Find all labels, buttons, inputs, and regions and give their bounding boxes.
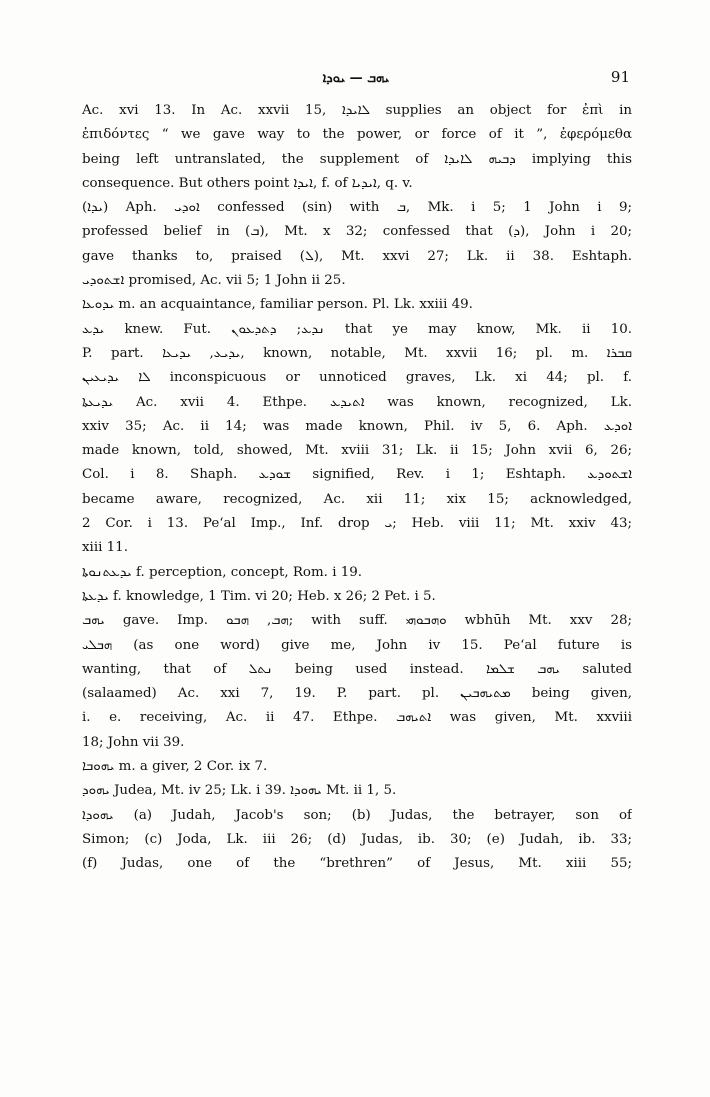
entry-line: ܝܕܘܥܐ m. an acquaintance, familiar person. Pl. Lk. xxiii 49.: [82, 297, 473, 313]
text-line: ܗܒܠܝ (as one word) give me, John iv 15. Pe‘al future is: [82, 637, 632, 653]
entry-line: ܝܗܘܒܐ m. a giver, 2 Cor. ix 7.: [82, 759, 268, 775]
entry-line: ܝܕܥ knew. Fut. ܢܕܥ; ܕܬܕܥܘܢ that ye may know, Mk. ii 10.: [82, 321, 632, 337]
text-line: ἐπιδόντες “ we gave way to the power, or force of it ”, ἐφερόμεθα: [82, 127, 632, 143]
entry-line: ܝܗܘܕ Judea, Mt. iv 25; Lk. i 39. ܝܗܘܕܐ Mt. ii 1, 5.: [82, 783, 397, 799]
text-line: xxiv 35; Ac. ii 14; was made known, Phil. iv 5, 6. Aph. ܐܘܕܥ: [82, 418, 632, 434]
text-line: ܐܫܬܘܕܝ promised, Ac. vii 5; 1 John ii 25.: [82, 273, 346, 289]
text-line: being left untranslated, the supplement of ܕܒܝܗ ܠܐܝܕܐ implying this: [82, 151, 632, 167]
entry-line: ܝܗܒ gave. Imp. ܗܒ, ܗܒܘ; with suff. ܘܗܒܘܗܝ wbhūh Mt. xxv 28;: [82, 613, 632, 629]
text-line: P. part. ܝܕܝܥ, ܝܕܝܥܐ, known, notable, Mt. xxvii 16; pl. m. ܩܒܪܐ: [82, 345, 632, 361]
running-head: [82, 68, 630, 86]
text-line: (f) Judas, one of the “brethren” of Jesus, Mt. xiii 55;: [82, 856, 632, 872]
entry-line: ܝܗܘܕܐ (a) Judah, Jacob's son; (b) Judas, the betrayer, son of: [82, 807, 632, 823]
text-line: ܠܐ ܝܕܝܥܝܢ inconspicuous or unnoticed graves, Lk. xi 44; pl. f.: [82, 370, 632, 386]
text-line: xiii 11.: [82, 540, 128, 556]
text-line: became aware, recognized, Ac. xii 11; xix 15; acknowledged,: [82, 491, 632, 507]
text-line: wanting, that of ܢܬܠ being used instead. ܝܗܒ ܫܠܡܐ saluted: [82, 661, 632, 677]
text-line: gave thanks to, praised (ܠ), Mt. xxvi 27; Lk. ii 38. Eshtaph.: [82, 248, 632, 264]
text-line: (salaamed) Ac. xxi 7, 19. P. part. pl. ܡܬܝܗܒܝܢ being given,: [82, 686, 632, 702]
text-line: made known, told, showed, Mt. xviii 31; Lk. ii 15; John xvii 6, 26;: [82, 443, 632, 459]
page-header: [82, 66, 630, 90]
text-line: Col. i 8. Shaph. ܫܘܕܥ signified, Rev. i 1; Eshtaph. ܐܫܬܘܕܥ: [82, 467, 632, 483]
running-head-text: ܝܗܒ — ܝܘܕܐ: [322, 71, 390, 86]
entry-line: (ܝܕܐ) Aph. ܐܘܕܝ confessed (sin) with ܒ, Mk. i 5; 1 John i 9;: [82, 200, 632, 216]
text-line: consequence. But others point ܐܝܕܐ, f. of ܐܝܕܝܐ, q. v.: [82, 175, 413, 191]
text-line: 18; John vii 39.: [82, 734, 185, 750]
text-line: professed belief in (ܒ), Mt. x 32; confessed that (ܕ), John i 20;: [82, 224, 632, 240]
dictionary-text: [82, 99, 632, 877]
text-line: Simon; (c) Joda, Lk. iii 26; (d) Judas, ib. 30; (e) Judah, ib. 33;: [82, 831, 632, 847]
text-line: ܝܕܝܥܬܐ Ac. xvii 4. Ethpe. ܐܬܝܕܥ was known, recognized, Lk.: [82, 394, 632, 410]
text-line: 2 Cor. i 13. Pe‘al Imp., Inf. drop ܝ; Heb. viii 11; Mt. xxiv 43;: [82, 516, 632, 532]
entry-line: ܝܕܥܬܐ f. knowledge, 1 Tim. vi 20; Heb. x 26; 2 Pet. i 5.: [82, 588, 436, 604]
entry-line: ܝܕܥܬܢܘܬܐ f. perception, concept, Rom. i 19.: [82, 564, 363, 580]
text-line: Ac. xvi 13. In Ac. xxvii 15, ܠܐܝܕܐ supplies an object for ἐπὶ in: [82, 103, 632, 118]
page-number: 91: [610, 68, 630, 86]
text-line: i. e. receiving, Ac. ii 47. Ethpe. ܐܬܝܗܒ was given, Mt. xxviii: [82, 710, 632, 726]
